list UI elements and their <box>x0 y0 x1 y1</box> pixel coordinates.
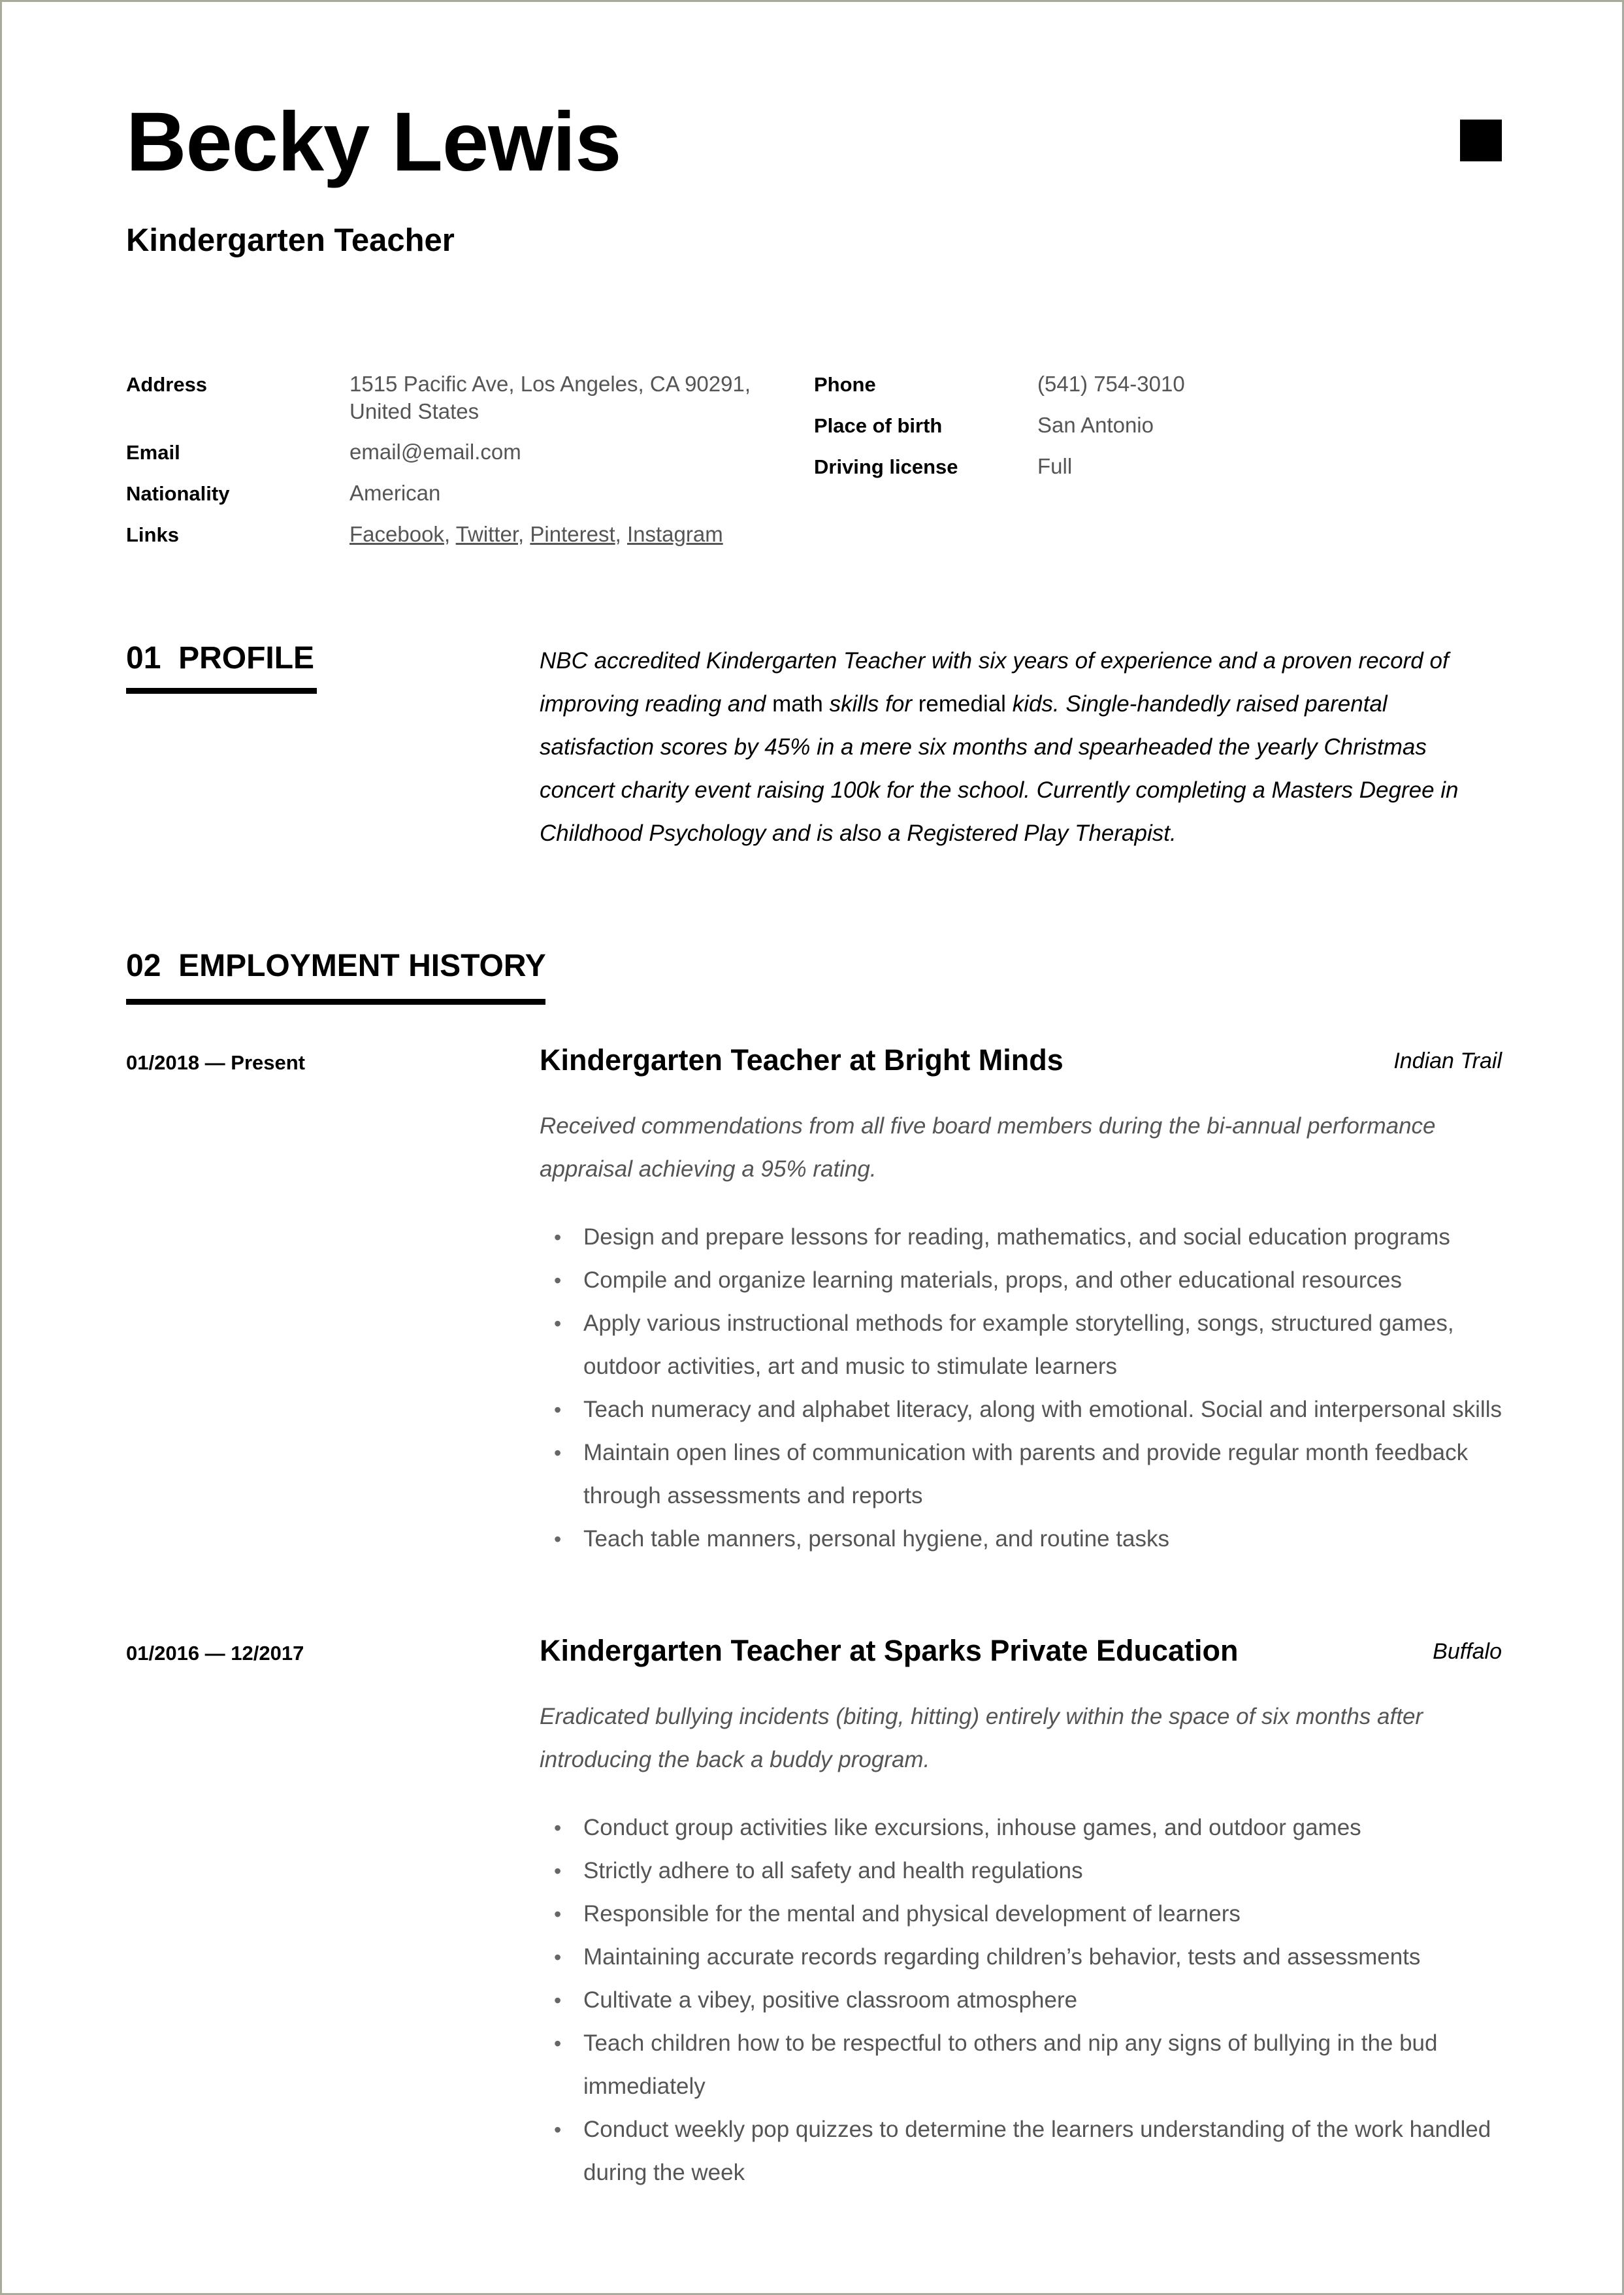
twitter-link[interactable]: Twitter <box>455 522 519 546</box>
job-title: Kindergarten Teacher at Sparks Private Education <box>540 1634 1239 1667</box>
profile-heading <box>126 640 314 677</box>
list-item: • Conduct group activities like excursions, inhouse games, and outdoor games <box>540 1806 1503 1849</box>
job-summary: Received commendations from all five board members during the bi-annual performance appraisal achieving a 95% rating. <box>540 1113 1436 1182</box>
job-duties <box>540 1806 1503 2194</box>
address-line-2: United States <box>349 399 479 423</box>
address-line-1: 1515 Pacific Ave, Los Angeles, CA 90291, <box>349 372 751 396</box>
employment-number: 02 <box>126 949 161 983</box>
list-item: • Compile and organize learning materials, props, and other educational resources <box>540 1259 1503 1302</box>
list-item: • Strictly adhere to all safety and health regulations <box>540 1849 1503 1893</box>
phone-value: (541) 754-3010 <box>1037 372 1185 396</box>
employment-underline <box>126 999 545 1005</box>
pinterest-link[interactable]: Pinterest <box>530 522 615 546</box>
list-item: • Teach table manners, personal hygiene, and routine tasks <box>540 1518 1503 1561</box>
phone-label: Phone <box>814 373 876 396</box>
candidate-name: Becky Lewis <box>126 95 621 189</box>
links-label: Links <box>126 523 179 546</box>
email-value: email@email.com <box>349 440 521 464</box>
job-title: Kindergarten Teacher at Bright Minds <box>540 1043 1064 1077</box>
employment-heading <box>126 948 546 985</box>
employment-title: EMPLOYMENT HISTORY <box>178 949 546 983</box>
candidate-title: Kindergarten Teacher <box>126 223 455 258</box>
list-item: • Maintaining accurate records regarding children’s behavior, tests and assessments <box>540 1936 1503 1979</box>
list-item: • Maintain open lines of communication with parents and provide regular month feedback through assessments and reports <box>540 1431 1503 1518</box>
license-label: Driving license <box>814 455 958 478</box>
profile-summary: NBC accredited Kindergarten Teacher with six years of experience and a proven record of improving reading and math skills for remedial kids. Single-handedly raised parental satisfaction scores by 45% in a mere six months and spearheaded the yearly Christmas concert charity event raising 100k for the school. Currently completing a Masters Degree in Childhood Psychology and is also a Registered Play Therapist. <box>540 648 1459 846</box>
list-item: • Apply various instructional methods for example storytelling, songs, structured games, outdoor activities, art and music to stimulate learners <box>540 1302 1503 1388</box>
facebook-link[interactable]: Facebook <box>349 522 444 546</box>
profile-number: 01 <box>126 641 161 675</box>
birth-label: Place of birth <box>814 414 943 437</box>
job-dates: 01/2018 — Present <box>126 1051 306 1074</box>
job-dates: 01/2016 — 12/2017 <box>126 1642 304 1665</box>
license-value: Full <box>1037 454 1073 478</box>
list-item: • Conduct weekly pop quizzes to determine the learners understanding of the work handled during the week <box>540 2108 1503 2194</box>
address-label: Address <box>126 373 208 396</box>
job-location: Buffalo <box>1433 1639 1502 1664</box>
list-item: • Teach numeracy and alphabet literacy, along with emotional. Social and interpersonal skills <box>540 1388 1503 1431</box>
job-summary: Eradicated bullying incidents (biting, hitting) entirely within the space of six months after introducing the back a buddy program. <box>540 1704 1423 1772</box>
list-item: • Design and prepare lessons for reading, mathematics, and social education programs <box>540 1216 1503 1259</box>
nationality-label: Nationality <box>126 482 230 505</box>
links-list: Facebook, Twitter, Pinterest, Instagram <box>349 522 723 546</box>
profile-underline <box>126 688 317 694</box>
birth-value: San Antonio <box>1037 413 1154 437</box>
profile-title: PROFILE <box>178 641 315 675</box>
list-item: • Cultivate a vibey, positive classroom atmosphere <box>540 1979 1503 2022</box>
job-location: Indian Trail <box>1393 1049 1502 1073</box>
logo-square <box>1460 120 1502 161</box>
nationality-value: American <box>349 481 441 505</box>
email-label: Email <box>126 441 180 464</box>
list-item: • Responsible for the mental and physical development of learners <box>540 1893 1503 1936</box>
job-duties <box>540 1216 1503 1561</box>
instagram-link[interactable]: Instagram <box>626 522 723 546</box>
list-item: • Teach children how to be respectful to others and nip any signs of bullying in the bud immediately <box>540 2022 1503 2108</box>
